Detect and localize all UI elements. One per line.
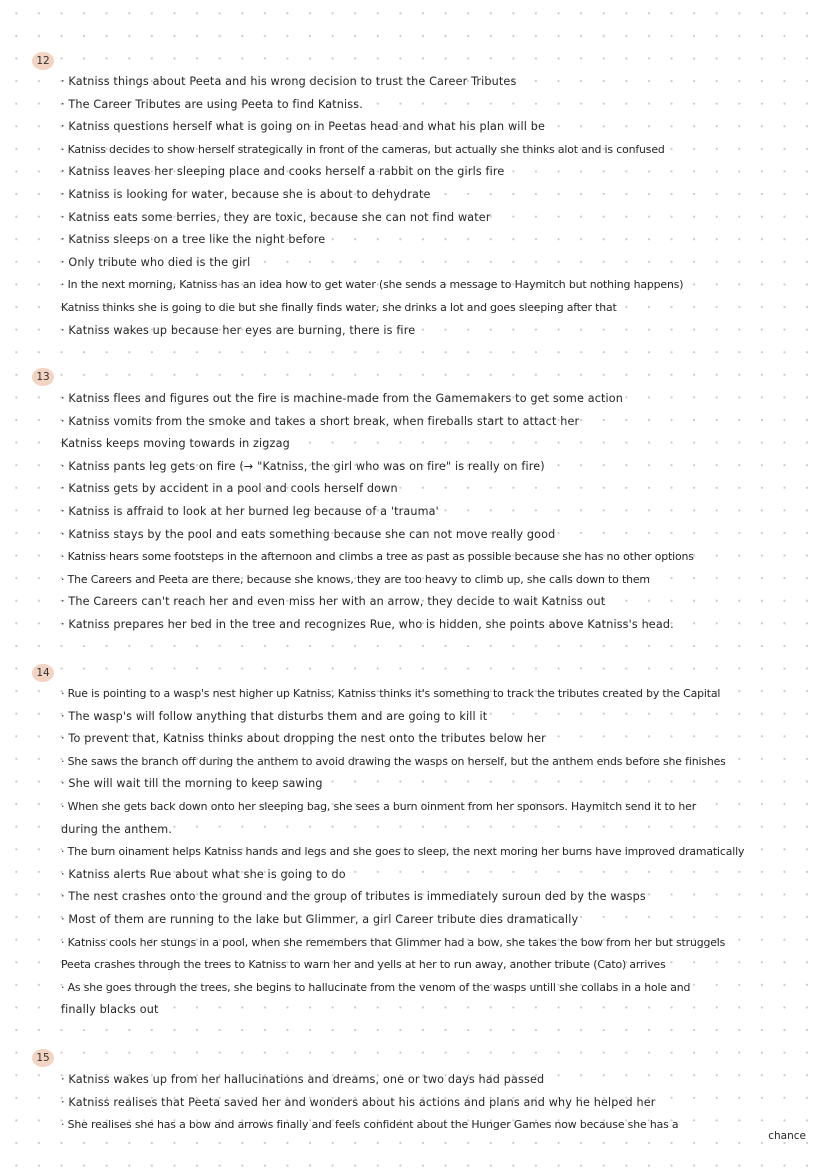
note-line: · Katniss questions herself what is going on in Peetas head and what his plan will be — [61, 120, 546, 134]
note-line: · Katniss is affraid to look at her burned leg because of a 'trauma' — [61, 504, 439, 518]
note-line: · Katniss wakes up because her eyes are burning, there is fire — [61, 323, 416, 337]
section-lines — [61, 71, 821, 342]
note-line: · The Careers and Peeta are there, because she knows, they are too heavy to climb up, she calls down to them — [61, 572, 650, 586]
section-number-badge: 13 — [32, 368, 54, 386]
note-line: · The burn oinament helps Katniss hands and legs and she goes to sleep, the next moring her burns have improved dramatically — [61, 845, 745, 859]
note-line: · Katniss flees and figures out the fire is machine-made from the Gamemakers to get some action — [61, 392, 624, 405]
note-line: during the anthem. — [61, 822, 173, 836]
continuation-word: chance — [768, 1130, 806, 1142]
note-line: · Katniss pants leg gets on fire (→ "Katniss, the girl who was on fire" is really on fire) — [61, 459, 545, 473]
note-line: · In the next morning, Katniss has an idea how to get water (she sends a message to Haymitch but nothing happens) — [61, 278, 684, 292]
note-line: finally blacks out — [61, 1003, 159, 1017]
note-line: · Katniss is looking for water, because she is about to dehydrate — [61, 187, 431, 201]
note-line: · Katniss hears some footsteps in the afternoon and climbs a tree as past as possible because she has no other options — [61, 550, 694, 564]
note-line: · Katniss things about Peeta and his wrong decision to trust the Career Tributes — [61, 75, 517, 88]
note-line: · She realises she has a bow and arrows finally and feels confident about the Hunger Games now because she has a — [61, 1118, 679, 1132]
section-number-badge: 15 — [32, 1049, 54, 1067]
section-lines — [61, 1069, 821, 1137]
note-line: · She will wait till the morning to keep sawing — [61, 777, 323, 791]
note-line: · She saws the branch off during the anthem to avoid drawing the wasps on herself, but the anthem ends before she finishes — [61, 754, 726, 768]
note-line: · Katniss prepares her bed in the tree and recognizes Rue, who is hidden, she points above Katniss's head. — [61, 617, 674, 631]
note-line: Katniss thinks she is going to die but she finally finds water, she drinks a lot and goes sleeping after that — [61, 300, 617, 314]
note-line: · The nest crashes onto the ground and the group of tributes is immediately suroun ded by the wasps — [61, 890, 646, 904]
note-line: · Katniss gets by accident in a pool and cools herself down — [61, 482, 398, 496]
note-line: · Katniss alerts Rue about what she is going to do — [61, 867, 346, 881]
note-line: · When she gets back down onto her sleeping bag, she sees a burn oinment from her sponsors. Haymitch send it to her — [61, 799, 697, 813]
note-line: · Katniss wakes up from her hallucinations and dreams, one or two days had passed — [61, 1073, 545, 1086]
section-lines — [61, 683, 821, 1022]
note-line: · Katniss cools her stungs in a pool, when she remembers that Glimmer had a bow, she takes the bow from her but struggels — [61, 935, 726, 949]
note-line: Peeta crashes through the trees to Katniss to warn her and yells at her to run away, another tribute (Cato) arrives — [61, 958, 666, 972]
note-line: · Katniss decides to show herself strategically in front of the cameras, but actually she thinks alot and is confused — [61, 142, 665, 156]
note-line: · Most of them are running to the lake but Glimmer, a girl Career tribute dies dramatically — [61, 912, 579, 926]
note-line: · Katniss eats some berries, they are toxic, because she can not find water — [61, 210, 491, 224]
section-number-badge: 14 — [32, 664, 54, 682]
note-line: · As she goes through the trees, she begins to hallucinate from the venom of the wasps untill she collabs in a hole and — [61, 980, 691, 994]
note-line: · Only tribute who died is the girl — [61, 255, 251, 269]
section-number-badge: 12 — [32, 52, 54, 70]
note-line: · Katniss vomits from the smoke and takes a short break, when fireballs start to attact her — [61, 414, 580, 428]
note-line: · To prevent that, Katniss thinks about dropping the nest onto the tributes below her — [61, 732, 546, 746]
note-line: · The Careers can't reach her and even miss her with an arrow, they decide to wait Katniss out — [61, 595, 606, 609]
note-line: · The wasp's will follow anything that disturbs them and are going to kill it — [61, 709, 488, 723]
note-line: · Katniss stays by the pool and eats something because she can not move really good — [61, 527, 556, 541]
section-lines — [61, 388, 821, 637]
note-line: · Katniss sleeps on a tree like the night before — [61, 233, 326, 247]
note-line: · Katniss realises that Peeta saved her and wonders about his actions and plans and why he helped her — [61, 1095, 656, 1109]
note-line: · Katniss leaves her sleeping place and cooks herself a rabbit on the girls fire — [61, 165, 505, 179]
note-line: Katniss keeps moving towards in zigzag — [61, 437, 290, 451]
note-line: · Rue is pointing to a wasp's nest higher up Katniss, Katniss thinks it's something to track the tributes created by the Capital — [61, 687, 721, 700]
note-line: · The Career Tributes are using Peeta to find Katniss. — [61, 97, 363, 111]
